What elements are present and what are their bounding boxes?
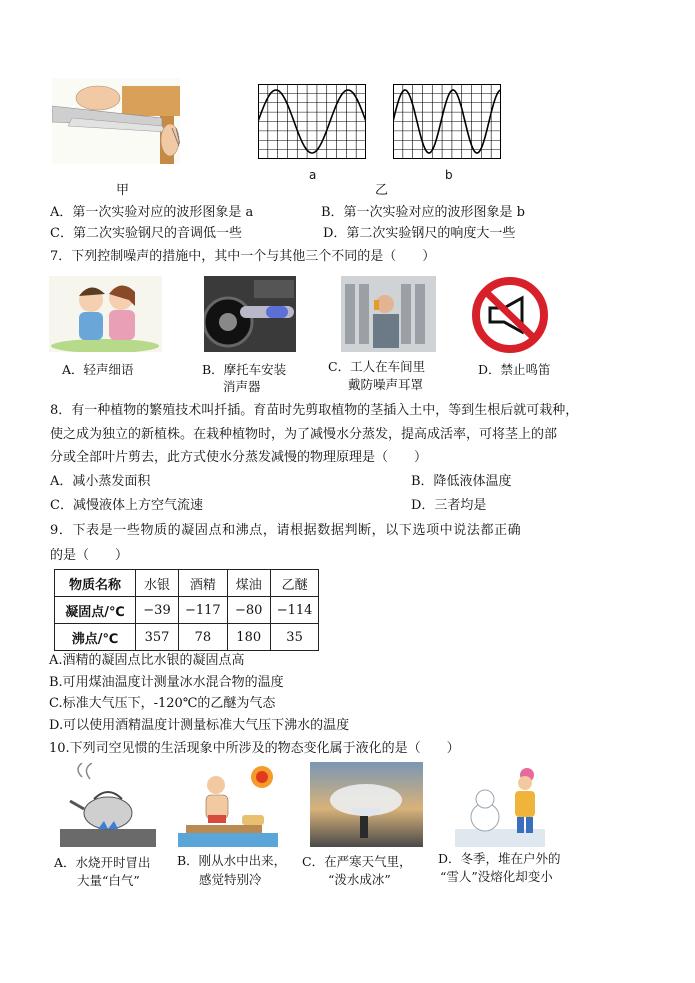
q10-caption-b1: B．刚从水中出来， <box>177 853 287 868</box>
q6-option-b: B．第一次实验对应的波形图象是 b <box>321 205 526 220</box>
q7-caption-d: D．禁止鸣笛 <box>478 362 551 377</box>
q10-caption-a2: 大量“白气” <box>77 873 140 888</box>
table-cell: −117 <box>179 597 228 624</box>
table-cell: 357 <box>136 624 179 651</box>
table-cell: −114 <box>270 597 319 624</box>
q10-caption-b2: 感觉特别冷 <box>199 872 262 887</box>
q7-caption-c1: C．工人在车间里 <box>328 359 426 374</box>
figure-label-a: a <box>309 168 317 182</box>
ruler-experiment-image <box>52 78 180 164</box>
factory-earmuffs-image <box>341 276 436 352</box>
table-header-row <box>55 570 319 597</box>
q10-caption-d2: “雪人”没熔化却变小 <box>440 869 553 884</box>
q9-option-b: B.可用煤油温度计测量冰水混合物的温度 <box>49 675 284 690</box>
figure-label-yi: 乙 <box>375 183 389 198</box>
table-cell: 凝固点/℃ <box>55 597 136 624</box>
kettle-steam-image <box>60 763 156 847</box>
properties-table <box>54 569 319 651</box>
table-cell: 78 <box>179 624 228 651</box>
water-to-ice-image <box>310 762 423 847</box>
table-cell: 180 <box>227 624 270 651</box>
waveform-b <box>393 84 501 163</box>
snowman-image <box>455 763 545 847</box>
q7-caption-c2: 戴防噪声耳罩 <box>348 377 424 392</box>
q8-line-1: 8．有一种植物的繁殖技术叫扦插。育苗时先剪取植物的茎插入土中，等到生根后就可栽种， <box>50 403 579 418</box>
q8-option-d: D．三者均是 <box>411 498 487 513</box>
q7-stem: 7．下列控制噪声的措施中，其中一个与其他三个不同的是（ ） <box>50 249 436 264</box>
table-row <box>55 597 319 624</box>
waveform-a <box>258 84 366 163</box>
q8-line-2: 使之成为独立的新植株。在栽种植物时，为了减慢水分蒸发，提高成活率，可将茎上的部 <box>50 427 558 442</box>
table-cell: 35 <box>270 624 319 651</box>
q9-option-c: C.标准大气压下，-120℃的乙醚为气态 <box>49 696 276 711</box>
whisper-image <box>49 276 162 352</box>
q10-caption-c1: C．在严寒天气里， <box>302 854 412 869</box>
q8-option-b: B．降低液体温度 <box>411 474 512 489</box>
motorcycle-muffler-image <box>204 276 296 352</box>
q6-option-c: C．第二次实验钢尺的音调低一些 <box>50 226 242 241</box>
q9-option-a: A.酒精的凝固点比水银的凝固点高 <box>49 653 245 668</box>
no-horn-sign-icon <box>470 276 550 354</box>
q10-caption-a1: A．水烧开时冒出 <box>54 855 151 870</box>
table-cell: −80 <box>227 597 270 624</box>
table-header-cell: 物质名称 <box>55 570 136 597</box>
q8-option-c: C．减慢液体上方空气流速 <box>50 498 203 513</box>
table-cell: 沸点/℃ <box>55 624 136 651</box>
table-cell: −39 <box>136 597 179 624</box>
q10-caption-d1: D．冬季，堆在户外的 <box>438 851 561 866</box>
figure-label-jia: 甲 <box>116 183 130 198</box>
q6-option-a: A．第一次实验对应的波形图象是 a <box>50 205 254 220</box>
q8-option-a: A．减小蒸发面积 <box>50 474 151 489</box>
q7-caption-a: A．轻声细语 <box>62 362 134 377</box>
table-header-cell: 水银 <box>136 570 179 597</box>
table-row <box>55 624 319 651</box>
q10-caption-c2: “泼水成冰” <box>328 872 391 887</box>
q7-caption-b2: 消声器 <box>223 379 261 394</box>
table-header-cell: 酒精 <box>179 570 228 597</box>
q9-option-d: D.可以使用酒精温度计测量标准大气压下沸水的温度 <box>49 718 350 733</box>
swimmer-cold-image <box>178 763 278 847</box>
table-header-cell: 煤油 <box>227 570 270 597</box>
q9-line-1: 9．下表是一些物质的凝固点和沸点，请根据数据判断，以下选项中说法都正确 <box>50 523 522 538</box>
figure-label-b: b <box>445 168 453 182</box>
q8-line-3: 分或全部叶片剪去，此方式使水分蒸发减慢的物理原理是（ ） <box>50 450 428 465</box>
q10-stem: 10.下列司空见惯的生活现象中所涉及的物态变化属于液化的是（ ） <box>49 741 460 756</box>
table-header-cell: 乙醚 <box>270 570 319 597</box>
q7-caption-b1: B．摩托车安装 <box>202 362 287 377</box>
q6-option-d: D．第二次实验钢尺的响度大一些 <box>323 226 516 241</box>
q9-line-2: 的是（ ） <box>50 548 129 563</box>
